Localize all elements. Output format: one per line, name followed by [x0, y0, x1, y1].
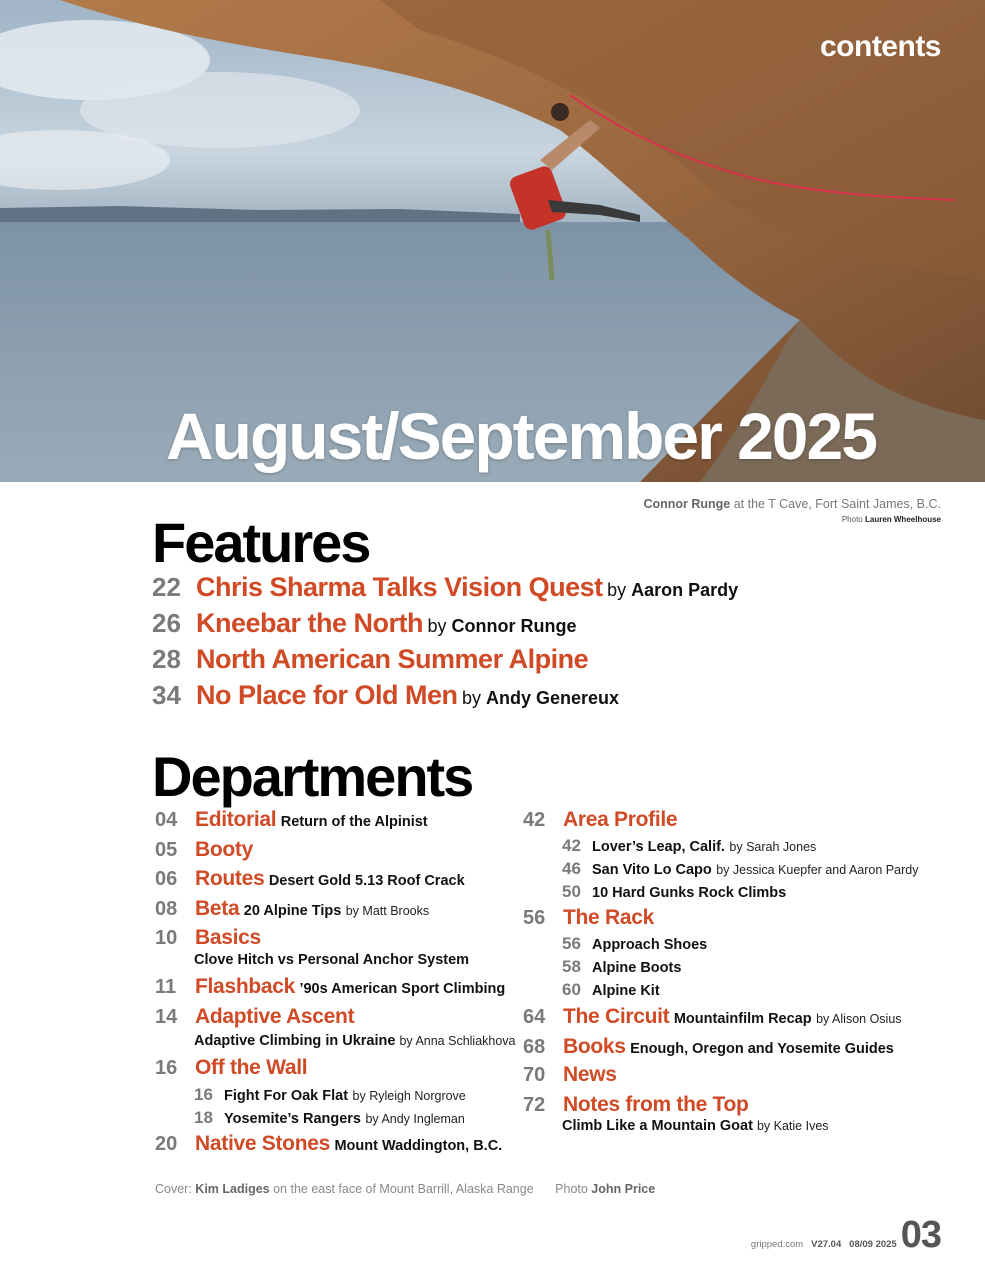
dept-subitem[interactable]: [562, 836, 816, 856]
dept-adaptive-subtitle: [194, 1033, 516, 1049]
subitem-page: 46: [562, 859, 581, 878]
dept-title[interactable]: The Rack: [563, 906, 654, 929]
feature-author: Aaron Pardy: [631, 580, 739, 600]
feature-item[interactable]: [152, 644, 588, 675]
contents-label: contents: [819, 30, 941, 63]
dept-author: by Alison Osius: [816, 1012, 902, 1026]
dept-title[interactable]: Basics: [195, 926, 261, 949]
feature-title[interactable]: No Place for Old Men: [196, 680, 458, 710]
dept-title[interactable]: Area Profile: [563, 808, 678, 831]
dept-author: by Anna Schliakhova: [399, 1034, 516, 1048]
dept-off-the-wall[interactable]: [155, 1056, 307, 1080]
subitem-page: 60: [562, 980, 581, 999]
dept-page: 10: [155, 927, 178, 949]
cover-credit-text: on the east face of Mount Barrill, Alaska Range: [269, 1182, 534, 1196]
departments-heading: Departments: [152, 745, 473, 808]
subitem-title[interactable]: Fight For Oak Flat: [224, 1088, 349, 1104]
subitem-title[interactable]: Approach Shoes: [592, 937, 708, 953]
dept-subtitle: Mountainfilm Recap: [673, 1011, 812, 1027]
photo-credit-name: Lauren Wheelhouse: [864, 515, 941, 524]
dept-page: 72: [523, 1094, 546, 1116]
footer-date: 08/09 2025: [849, 1239, 897, 1250]
hero-photo-caption: [643, 496, 941, 528]
cover-credit-prefix: Cover:: [155, 1182, 196, 1196]
photo-credit-prefix: Photo: [841, 515, 865, 524]
dept-page: 68: [523, 1036, 546, 1058]
dept-editorial[interactable]: [155, 808, 428, 832]
dept-subtitle: Climb Like a Mountain Goat: [562, 1118, 753, 1134]
subitem-author: by Andy Ingleman: [365, 1112, 465, 1126]
subitem-title[interactable]: 10 Hard Gunks Rock Climbs: [592, 885, 787, 901]
dept-page: 64: [523, 1006, 546, 1028]
dept-flashback[interactable]: [155, 975, 505, 999]
dept-title[interactable]: Routes: [195, 867, 265, 890]
dept-subtitle: Adaptive Climbing in Ukraine: [194, 1033, 396, 1049]
dept-routes[interactable]: [155, 867, 465, 891]
dept-subitem[interactable]: [194, 1108, 465, 1128]
dept-author: by Katie Ives: [756, 1119, 829, 1133]
dept-subtitle: Desert Gold 5.13 Roof Crack: [268, 873, 465, 889]
dept-subtitle: ’90s American Sport Climbing: [299, 981, 506, 997]
page-number: 03: [900, 1214, 941, 1256]
dept-beta[interactable]: [155, 897, 429, 921]
dept-basics-subtitle: [194, 952, 469, 968]
feature-page: 22: [152, 572, 181, 602]
cover-photographer: John Price: [591, 1182, 656, 1196]
dept-title[interactable]: Adaptive Ascent: [195, 1005, 355, 1028]
dept-basics[interactable]: [155, 926, 261, 950]
subitem-page: 50: [562, 882, 581, 901]
feature-item[interactable]: [152, 680, 619, 711]
subitem-author: by Sarah Jones: [729, 840, 817, 854]
dept-subtitle: Return of the Alpinist: [280, 814, 428, 830]
dept-page: 42: [523, 809, 546, 831]
subitem-title[interactable]: San Vito Lo Capo: [592, 862, 712, 878]
dept-page: 20: [155, 1133, 178, 1155]
feature-page: 28: [152, 644, 181, 674]
dept-title[interactable]: News: [563, 1063, 617, 1086]
cover-credit-subject: Kim Ladiges: [195, 1182, 270, 1196]
subitem-author: by Jessica Kuepfer and Aaron Pardy: [716, 863, 919, 877]
dept-subitem[interactable]: [194, 1085, 466, 1105]
caption-text: at the T Cave, Fort Saint James, B.C.: [730, 497, 941, 511]
dept-subitem[interactable]: [562, 882, 786, 902]
dept-page: 04: [155, 809, 178, 831]
dept-subtitle: 20 Alpine Tips: [243, 903, 342, 919]
footer-volume: V27.04: [811, 1239, 842, 1250]
dept-subitem[interactable]: [562, 980, 660, 1000]
dept-title[interactable]: Flashback: [195, 975, 296, 998]
feature-item[interactable]: [152, 572, 738, 603]
features-heading: Features: [152, 511, 370, 574]
dept-notes-subtitle: [562, 1118, 829, 1134]
dept-title[interactable]: Beta: [195, 897, 240, 920]
feature-author: Connor Runge: [451, 616, 577, 636]
dept-the-rack[interactable]: [523, 906, 654, 930]
subitem-page: 58: [562, 957, 581, 976]
feature-page: 26: [152, 608, 181, 638]
subitem-title[interactable]: Yosemite’s Rangers: [224, 1111, 361, 1127]
feature-title[interactable]: Kneebar the North: [196, 608, 424, 638]
dept-title[interactable]: Off the Wall: [195, 1056, 308, 1079]
feature-by: by: [462, 688, 487, 708]
subitem-page: 16: [194, 1085, 213, 1104]
hero-photo: [0, 0, 985, 482]
dept-books[interactable]: [523, 1035, 894, 1059]
dept-area-profile[interactable]: [523, 808, 677, 832]
dept-page: 08: [155, 898, 178, 920]
subitem-title[interactable]: Alpine Boots: [592, 960, 682, 976]
feature-item[interactable]: [152, 608, 576, 639]
cover-photo-prefix: Photo: [555, 1182, 592, 1196]
dept-page: 11: [155, 976, 177, 998]
cover-credit: [155, 1182, 655, 1196]
dept-subitem[interactable]: [562, 957, 681, 977]
dept-the-circuit[interactable]: [523, 1005, 902, 1029]
subitem-author: by Ryleigh Norgrove: [352, 1089, 466, 1103]
feature-author: Andy Genereux: [486, 688, 620, 708]
dept-title[interactable]: Notes from the Top: [563, 1093, 749, 1116]
dept-news[interactable]: [523, 1063, 617, 1087]
subitem-page: 42: [562, 836, 581, 855]
dept-booty[interactable]: [155, 838, 253, 862]
dept-page: 06: [155, 868, 178, 890]
feature-title[interactable]: North American Summer Alpine: [196, 644, 589, 674]
feature-by: by: [607, 580, 632, 600]
feature-by: by: [427, 616, 452, 636]
caption-subject: Connor Runge: [643, 497, 731, 511]
dept-native-stones[interactable]: [155, 1132, 502, 1156]
dept-page: 05: [155, 839, 178, 861]
subitem-page: 56: [562, 934, 581, 953]
dept-page: 14: [155, 1006, 178, 1028]
dept-page: 70: [523, 1064, 546, 1086]
dept-author: by Matt Brooks: [345, 904, 430, 918]
dept-subtitle: Mount Waddington, B.C.: [334, 1138, 503, 1154]
dept-notes-from-the-top[interactable]: [523, 1093, 749, 1117]
dept-title[interactable]: Booty: [195, 838, 253, 861]
subitem-title[interactable]: Alpine Kit: [592, 983, 660, 999]
subitem-page: 18: [194, 1108, 213, 1127]
dept-subitem[interactable]: [562, 859, 918, 879]
dept-subtitle: Enough, Oregon and Yosemite Guides: [630, 1041, 894, 1057]
dept-subtitle: Clove Hitch vs Personal Anchor System: [194, 952, 470, 968]
dept-title[interactable]: Native Stones: [195, 1132, 330, 1155]
page-footer: [751, 1214, 941, 1257]
dept-adaptive-ascent[interactable]: [155, 1005, 354, 1029]
dept-page: 16: [155, 1057, 178, 1079]
feature-title[interactable]: Chris Sharma Talks Vision Quest: [196, 572, 603, 602]
dept-page: 56: [523, 907, 546, 929]
issue-title: August/September 2025: [166, 399, 876, 473]
feature-page: 34: [152, 680, 181, 710]
dept-title[interactable]: Editorial: [195, 808, 277, 831]
dept-subitem[interactable]: [562, 934, 707, 954]
subitem-title[interactable]: Lover’s Leap, Calif.: [592, 839, 725, 855]
dept-title[interactable]: Books: [563, 1035, 626, 1058]
footer-site[interactable]: gripped.com: [750, 1239, 804, 1250]
dept-title[interactable]: The Circuit: [563, 1005, 670, 1028]
